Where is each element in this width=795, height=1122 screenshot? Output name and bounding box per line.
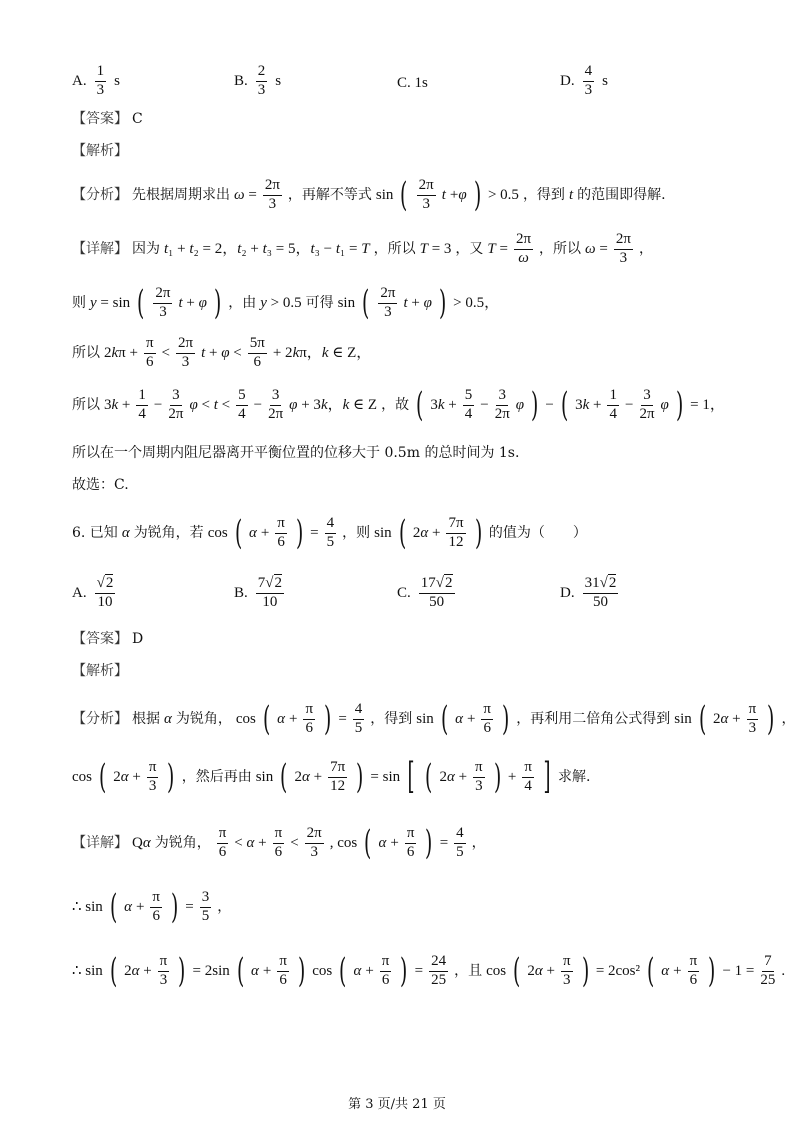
q6-analysis-label: 【解析】 (72, 663, 128, 679)
q5-summary: 所以在一个周期内阻尼器离开平衡位置的位移大于 0.5m 的总时间为 1s. (72, 445, 520, 461)
q5-option-a: A. $\frac{1}{3}$ s (72, 63, 120, 98)
q5-analysis-label: 【解析】 (72, 143, 128, 159)
q6-xiangjie-1: 【详解】 Qα 为锐角， $\frac{\pi}{6}$ < α + $\frac{\pi}{6}$ < $\frac{2\pi}{3}$ , cos ( α + $\frac{\pi}{6}$ ) = $\frac{4}{5}$ ， (72, 822, 486, 863)
q5-xiangjie-1: 【详解】 因为 t₁ + t₂ = 2，t₂ + t₃ = 5，t₃ − t₁ = T ，所以 T = 3 ，又 T = $\frac{2\pi}{\omega}$ ，所以 ω = $\frac{2\pi}{3}$ ， (72, 231, 653, 266)
q5-xiangjie-2: 则 y = sin ( $\frac{2\pi}{3}$ t + φ ) ，由 y > 0.5 可得 sin ( $\frac{2\pi}{3}$ t + φ ) > 0.5， (72, 282, 500, 323)
q6-xiangjie-2: ∴ sin ( α + $\frac{\pi}{6}$ ) = $\frac{3}{5}$ ， (72, 886, 232, 927)
q6-answer: 【答案】 D (72, 631, 144, 647)
q5-xiangjie-4: 所以 3k + $\frac{1}{4}$ − $\frac{3}{2\pi}$ φ < t < $\frac{5}{4}$ − $\frac{3}{2\pi}$ φ + 3k，k ∈ Z ，故 ( 3k + $\frac{5}{4}$ − $\frac{3}{2\pi}$ φ ) − ( 3k + $\frac{1}{4}$ − $\frac{3}{2\pi}$ φ ) = 1， (72, 384, 725, 425)
q6-xiangjie-3: ∴ sin ( 2α + $\frac{\pi}{3}$ ) = 2sin ( α + $\frac{\pi}{6}$ ) cos ( α + $\frac{\pi}{6}$ ) = $\frac{24}{25}$ ，且 cos ( 2α + $\frac{\pi}{3}$ ) = 2cos² ( α + $\frac{\pi}{6}$ ) − 1 = $\frac{7}{25}$ . (72, 950, 786, 991)
page-footer: 第 3 页/共 21 页 (348, 1097, 446, 1112)
q6-option-c: C. $\frac{17√2}{50}$ (397, 575, 453, 610)
q5-fenxi: 【分析】 先根据周期求出 ω = $\frac{2\pi}{3}$ ，再解不等式 sin ( $\frac{2\pi}{3}$ t +φ ) > 0.5 ，得到 t 的范围即得解. (72, 174, 666, 215)
q5-choose: 故选：C. (72, 477, 129, 493)
q6-option-b: B. $\frac{7√2}{10}$ (234, 575, 282, 610)
q6-stem: 6. 已知 α 为锐角，若 cos ( α + $\frac{\pi}{6}$ ) = $\frac{4}{5}$ ，则 sin ( 2α + $\frac{7\pi}{12}$ ) 的值为（ ） (72, 512, 587, 553)
q6-fenxi-2: cos ( 2α + $\frac{\pi}{3}$ ) ，然后再由 sin ( 2α + $\frac{7\pi}{12}$ ) = sin [ ( 2α + $\frac{\pi}{3}$ ) + $\frac{\pi}{4}$ ] 求解. (72, 755, 591, 797)
q6-fenxi-1: 【分析】 根据 α 为锐角， cos ( α + $\frac{\pi}{6}$ ) = $\frac{4}{5}$ ，得到 sin ( α + $\frac{\pi}{6}$ ) ，再利用二倍角公式得到 sin ( 2α + $\frac{\pi}{3}$ ) ， (72, 698, 795, 739)
q5-option-b: B. $\frac{2}{3}$ s (234, 63, 282, 98)
q5-option-c: C. 1s (397, 75, 428, 91)
q5-answer: 【答案】 C (72, 111, 143, 127)
q6-option-a: A. $\frac{√2}{10}$ (72, 575, 114, 610)
q5-option-d: D. $\frac{4}{3}$ s (560, 63, 608, 98)
q5-xiangjie-3: 所以 2kπ + $\frac{\pi}{6}$ < $\frac{2\pi}{3}$ t + φ < $\frac{5\pi}{6}$ + 2kπ，k ∈ Z， (72, 335, 372, 370)
q6-option-d: D. $\frac{31√2}{50}$ (560, 575, 617, 610)
